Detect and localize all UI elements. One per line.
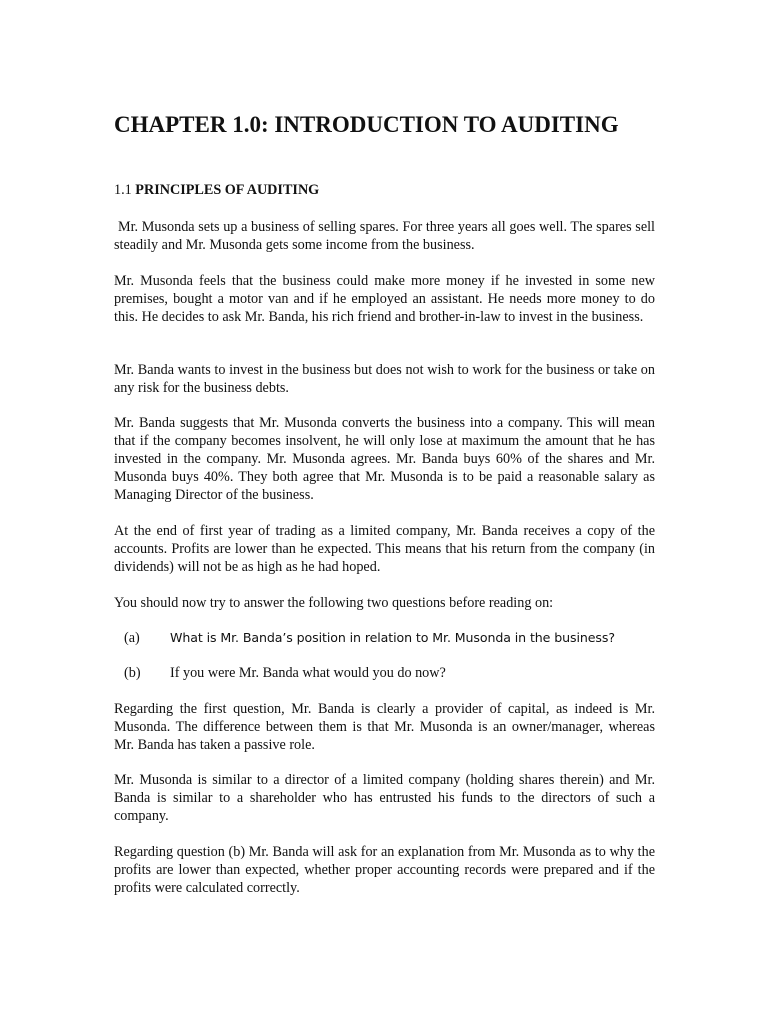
paragraph-expansion: Mr. Musonda feels that the business could make more money if he invested in some new premises, bought a motor van and if he employed an assistant. He needs more money to do this. He decides to ask Mr. Banda, his rich friend and brother-in-law to invest in the business. (114, 273, 655, 325)
section-heading (114, 181, 319, 199)
chapter-title: CHAPTER 1.0: INTRODUCTION TO AUDITING (114, 112, 619, 137)
paragraph-intro: Mr. Musonda sets up a business of selling spares. For three years all goes well. The spares sell steadily and Mr. Musonda gets some income from the business. (114, 219, 655, 253)
paragraph-first-year: At the end of first year of trading as a limited company, Mr. Banda receives a copy of the accounts. Profits are lower than he expected. This means that his return from the company (in dividends) will not be as high as he had hoped. (114, 523, 655, 575)
question-b-text: If you were Mr. Banda what would you do now? (170, 665, 446, 681)
question-b-marker: (b) (124, 665, 141, 681)
question-a-marker: (a) (124, 630, 140, 646)
question-a-text: What is Mr. Banda’s position in relation to Mr. Musonda in the business? (170, 630, 615, 645)
paragraph-company-conversion: Mr. Banda suggests that Mr. Musonda converts the business into a company. This will mean that if the company becomes insolvent, he will only lose at maximum the amount that he has invested in the company. Mr. Musonda agrees. Mr. Banda buys 60% of the shares and Mr. Musonda buys 40%. They both agree that Mr. Musonda is to be paid a reasonable salary as Managing Director of the business. (114, 415, 655, 503)
question-a (124, 629, 655, 647)
section-number: 1.1 (114, 182, 132, 198)
answer-director-comparison: Mr. Musonda is similar to a director of a limited company (holding shares therein) and Mr. Banda is similar to a shareholder who has entrusted his funds to the directors of such a company. (114, 772, 655, 824)
paragraph-banda-invest: Mr. Banda wants to invest in the business but does not wish to work for the business or take on any risk for the business debts. (114, 362, 655, 396)
answer-second-question: Regarding question (b) Mr. Banda will ask for an explanation from Mr. Musonda as to why the profits are lower than expected, whether proper accounting records were prepared and if the profits were calculated correctly. (114, 844, 655, 896)
section-title: PRINCIPLES OF AUDITING (135, 182, 320, 198)
question-b (124, 664, 655, 682)
answer-first-question: Regarding the first question, Mr. Banda is clearly a provider of capital, as indeed is Mr. Musonda. The difference between them is that Mr. Musonda is an owner/manager, whereas Mr. Banda has taken a passive role. (114, 701, 655, 753)
paragraph-questions-intro: You should now try to answer the following two questions before reading on: (114, 595, 554, 611)
